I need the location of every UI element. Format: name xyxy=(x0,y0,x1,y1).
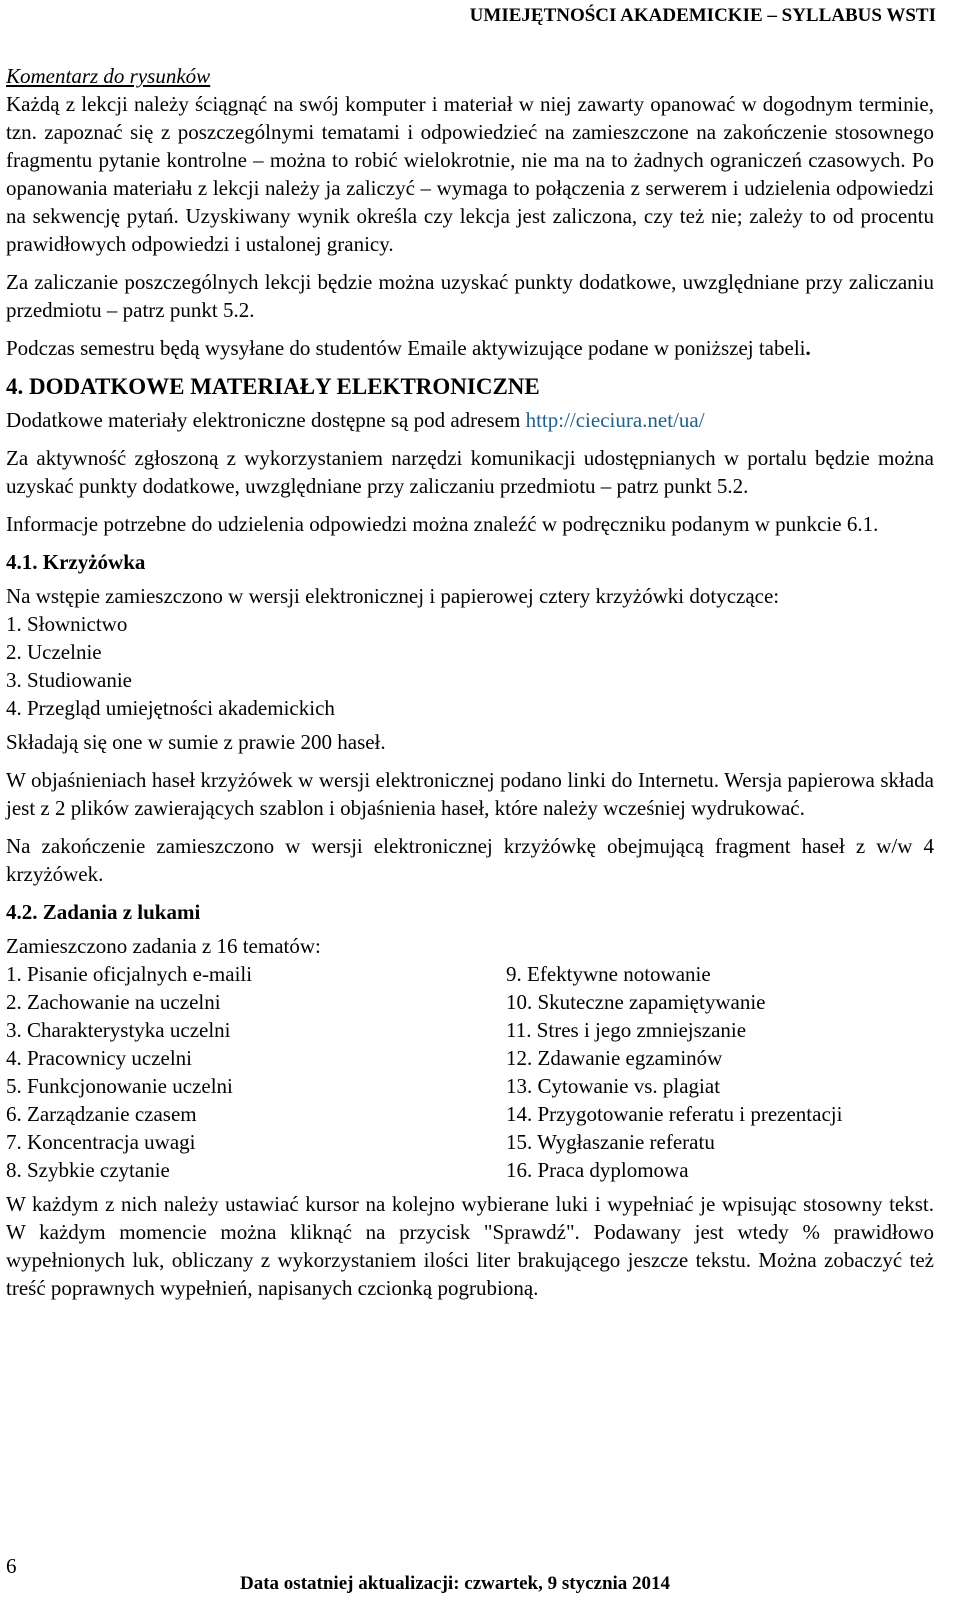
list-item: 2. Zachowanie na uczelni xyxy=(6,990,221,1014)
list-item: 3. Studiowanie xyxy=(6,668,132,692)
list-item: 4. Przegląd umiejętności akademickich xyxy=(6,696,335,720)
section-4-1-heading: 4.1. Krzyżówka xyxy=(6,550,146,574)
section-4-1-paragraph-3: Na zakończenie zamieszczono w wersji elektronicznej krzyżówkę obejmującą fragment haseł z w/w 4 krzyżówek. xyxy=(6,834,934,886)
running-header: UMIEJĘTNOŚCI AKADEMICKIE – SYLLABUS WSTI xyxy=(469,5,936,26)
section-4-paragraph-3: Informacje potrzebne do udzielenia odpowiedzi można znaleźć w podręczniku podanym w punkcie 6.1. xyxy=(6,512,879,536)
page-content xyxy=(6,62,934,1312)
list-item: 12. Zdawanie egzaminów xyxy=(506,1046,723,1070)
comment-paragraph-1 xyxy=(6,90,934,258)
section-4-heading: 4. DODATKOWE MATERIAŁY ELEKTRONICZNE xyxy=(6,374,540,399)
list-item: 1. Pisanie oficjalnych e-maili xyxy=(6,962,253,986)
list-item: 9. Efektywne notowanie xyxy=(506,962,711,986)
comment-p1a: Każdą z lekcji należy ściągnąć na swój komputer i materiał w niej zawarty opanować w dogodnym terminie, tzn. zapoznać się z poszczególnymi tematami i odpowiedzieć na zamieszczone na zakończenie stosownego fragmentu pytanie kontrolne – można to robić wielokrotnie, nie ma na to żadnych ograniczeń czasowych. xyxy=(6,92,934,172)
section-4-paragraph-2: Za aktywność zgłoszoną z wykorzystaniem narzędzi komunikacji udostępnianych w portalu będzie można uzyskać punkty dodatkowe, uwzględniane przy zaliczaniu przedmiotu – patrz punkt 5.2. xyxy=(6,446,934,498)
comment-title: Komentarz do rysunków xyxy=(6,64,211,88)
last-update-footer: Data ostatniej aktualizacji: czwartek, 9 stycznia 2014 xyxy=(240,1573,671,1594)
topic-list-left xyxy=(6,960,506,1184)
section-4-1-paragraph-2: W objaśnieniach haseł krzyżówek w wersji elektronicznej podano linki do Internetu. Wersja papierowa składa jest z 2 plików zawierających szablon i objaśnienia haseł, które należy wcześniej wydrukować. xyxy=(6,768,934,820)
comment-paragraph-3 xyxy=(6,334,934,362)
section-4-1-paragraph-1: Składają się one w sumie z prawie 200 haseł. xyxy=(6,730,386,754)
list-item: 2. Uczelnie xyxy=(6,640,102,664)
comment-p3-end: . xyxy=(805,336,811,360)
comment-p3-text: Podczas semestru będą wysyłane do studentów Emaile aktywizujące podane w poniższej tabeli xyxy=(6,336,806,360)
comment-paragraph-2: Za zaliczanie poszczególnych lekcji będzie można uzyskać punkty dodatkowe, uwzględniane przy zaliczaniu przedmiotu – patrz punkt 5.2. xyxy=(6,270,934,322)
list-item: 11. Stres i jego zmniejszanie xyxy=(506,1018,747,1042)
crossword-topic-list xyxy=(6,610,934,722)
list-item: 10. Skuteczne zapamiętywanie xyxy=(506,990,766,1014)
section-4-2-paragraph-1: W każdym z nich należy ustawiać kursor na kolejno wybierane luki i wypełniać je wpisując stosowny tekst. W każdym momencie można kliknąć na przycisk "Sprawdź". Podawany jest wtedy % prawidłowo wypełnionych luk, obliczany z wykorzystaniem ilości liter brakującego jeszcze tekstu. Można zobaczyć też treść poprawnych wypełnień, napisanych czcionką pogrubioną. xyxy=(6,1192,934,1300)
list-item: 8. Szybkie czytanie xyxy=(6,1158,170,1182)
list-item: 14. Przygotowanie referatu i prezentacji xyxy=(506,1102,843,1126)
list-item: 13. Cytowanie vs. plagiat xyxy=(506,1074,721,1098)
section-4-2-heading: 4.2. Zadania z lukami xyxy=(6,900,201,924)
comment-p1b: Po opanowania materiału z lekcji należy ja zaliczyć – wymaga to połączenia z serwerem i udzielenia odpowiedzi na sekwencję pytań. xyxy=(6,148,934,228)
page-number: 6 xyxy=(6,1554,17,1578)
section-4-p1-text: Dodatkowe materiały elektroniczne dostępne są pod adresem xyxy=(6,408,526,432)
list-item: 1. Słownictwo xyxy=(6,612,128,636)
list-item: 16. Praca dyplomowa xyxy=(506,1158,689,1182)
gap-task-topic-list xyxy=(6,960,934,1184)
topic-list-right xyxy=(506,960,934,1184)
list-item: 5. Funkcjonowanie uczelni xyxy=(6,1074,233,1098)
section-4-paragraph-1 xyxy=(6,406,934,434)
comment-p1c: Uzyskiwany wynik określa czy lekcja jest zaliczona, czy też nie; zależy to od procentu prawidłowych odpowiedzi i ustalonej granicy. xyxy=(6,204,935,256)
section-4-2-intro: Zamieszczono zadania z 16 tematów: xyxy=(6,934,321,958)
materials-link[interactable]: http://cieciura.net/ua/ xyxy=(525,408,705,432)
section-4-1-intro: Na wstępie zamieszczono w wersji elektronicznej i papierowej cztery krzyżówki dotyczące: xyxy=(6,584,780,608)
list-item: 4. Pracownicy uczelni xyxy=(6,1046,193,1070)
list-item: 3. Charakterystyka uczelni xyxy=(6,1018,231,1042)
list-item: 15. Wygłaszanie referatu xyxy=(506,1130,715,1154)
list-item: 7. Koncentracja uwagi xyxy=(6,1130,196,1154)
list-item: 6. Zarządzanie czasem xyxy=(6,1102,197,1126)
